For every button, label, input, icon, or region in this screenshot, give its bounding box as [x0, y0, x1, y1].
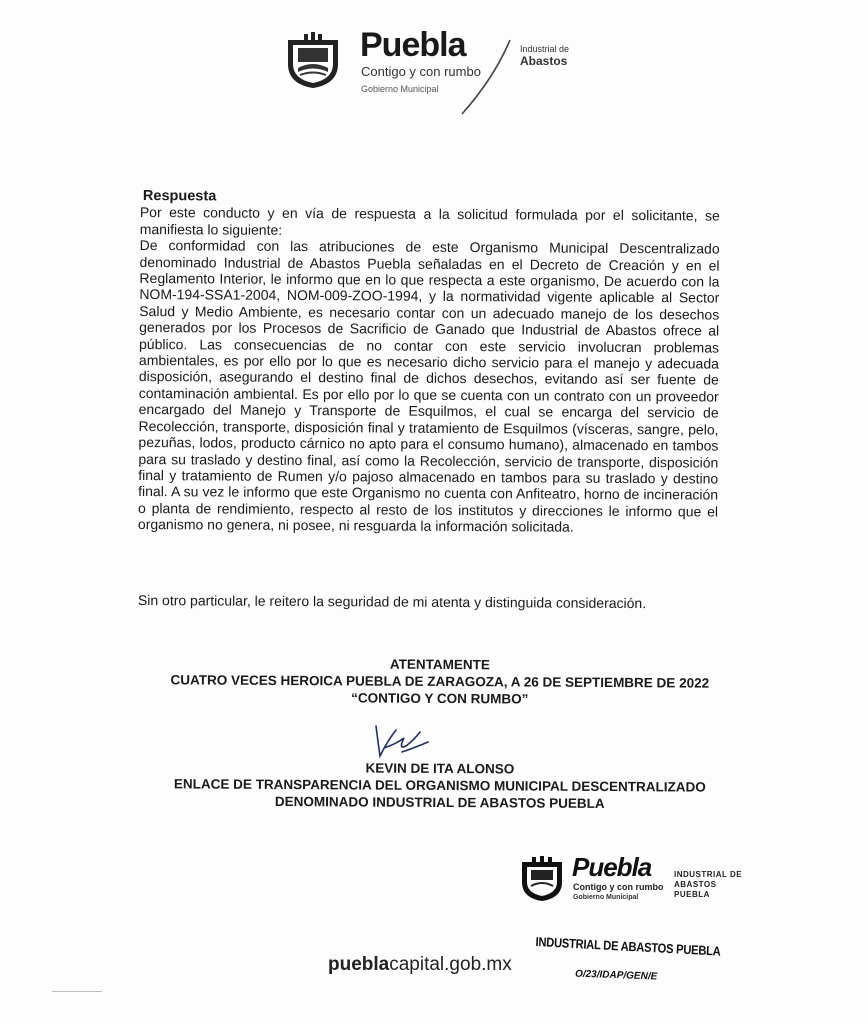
stamp-unit: [674, 870, 742, 900]
motto: “CONTIGO Y CON RUMBO”: [351, 690, 529, 707]
signer-name: KEVIN DE ITA ALONSO: [365, 760, 515, 777]
brand-name: Puebla: [360, 26, 466, 64]
signer-title-line-1: ENLACE DE TRANSPARENCIA DEL ORGANISMO MUNICIPAL DESCENTRALIZADO: [173, 776, 706, 795]
stamp-code: O/23/IDAP/GEN/E: [574, 968, 658, 983]
unit-label-small: Industrial de: [520, 44, 570, 54]
stamp-unit-line-2: ABASTOS: [674, 880, 717, 889]
response-paragraph-main: De conformidad con las atribuciones de este Organismo Municipal Descentralizado denominado Industrial de Abastos Puebla señaladas en el Decreto de Creación y en el Reglamento Interior, le informo que en lo que respecta a este organismo, De acuerdo con la NOM-194-SSA1-2004, NOM-009-ZOO-1994, y la normatividad vigente aplicable al Sector Salud y Medio Ambiente, es necesario contar con un adecuado manejo de los desechos generados por los Procesos de Sacrificio de Ganado que Industrial de Abastos ofrece al público. Las consecuencias de no contar con este servicio involucran problemas ambientales, es por ello por lo que es necesario dicho servicio para el manejo y adecuada disposición, asegurando el destino final de dichos desechos, evitando así ser fuente de contaminación ambiental. Es por ello por lo que se cuenta con un contrato con un proveedor encargado del Manejo y Transporte de Esquilmos, el cual se encarga del servicio de Recolección, transporte, disposición final y tratamiento de Esquilmos (vísceras, sangre, pelo, pezuñas, lodos, producto cárnico no apto para el consumo humano), almacenado en tambos para su traslado y destino final, así como la Recolección, servicio de transporte, disposición final y tratamiento de Rumen y/o pajoso almacenado en tambos para su traslado y destino final. A su vez le informo que este Organismo no cuenta con Anfiteatro, horno de incineración o planta de rendimiento, respecto al resto de los institutos y direcciones le informo que el organismo no genera, ni posee, ni resguarda la información solicitada.: [137, 237, 720, 535]
valediction: ATENTAMENTE: [389, 656, 490, 673]
footer-website-bold: puebla: [328, 954, 390, 975]
brand-slogan: Contigo y con rumbo: [361, 64, 481, 79]
footer-website-rest: capital.gob.mx: [389, 954, 512, 975]
response-heading: Respuesta: [142, 188, 217, 205]
closing-sentence: Sin otro particular, le reitero la seguridad de mi atenta y distinguida consideración.: [137, 592, 647, 612]
stamp-logo: [520, 852, 750, 916]
signer-block: [120, 758, 760, 813]
stamp-unit-line-1: INDUSTRIAL DE: [674, 870, 743, 879]
brand-government: Gobierno Municipal: [361, 84, 439, 94]
footer-website: [328, 954, 512, 976]
stamp-government: Gobierno Municipal: [573, 894, 639, 901]
stamp-unit-line-3: PUEBLA: [674, 890, 710, 899]
response-paragraph-intro: Por este conducto y en vía de respuesta a la solicitud formulada por el solicitante, se manifiesta lo siguiente:: [139, 204, 720, 238]
letterhead: [282, 26, 602, 126]
handwritten-signature: [366, 718, 436, 762]
place-date: CUATRO VECES HEROICA PUEBLA DE ZARAGOZA, A 26 DE SEPTIEMBRE DE 2022: [170, 672, 710, 691]
stamp-text: INDUSTRIAL DE ABASTOS PUEBLA: [535, 934, 721, 959]
signature-header: [120, 654, 760, 709]
divider-slash-icon: [454, 38, 514, 116]
stamp-coat-of-arms-icon: [520, 856, 564, 902]
signer-title-line-2: DENOMINADO INDUSTRIAL DE ABASTOS PUEBLA: [274, 793, 605, 812]
footer-divider: [52, 991, 102, 992]
unit-label-big: Abastos: [520, 54, 568, 68]
response-body: [138, 188, 720, 536]
coat-of-arms-icon: [284, 30, 342, 90]
stamp-brand: Puebla: [572, 852, 652, 882]
stamp-slogan: Contigo y con rumbo: [573, 882, 664, 892]
